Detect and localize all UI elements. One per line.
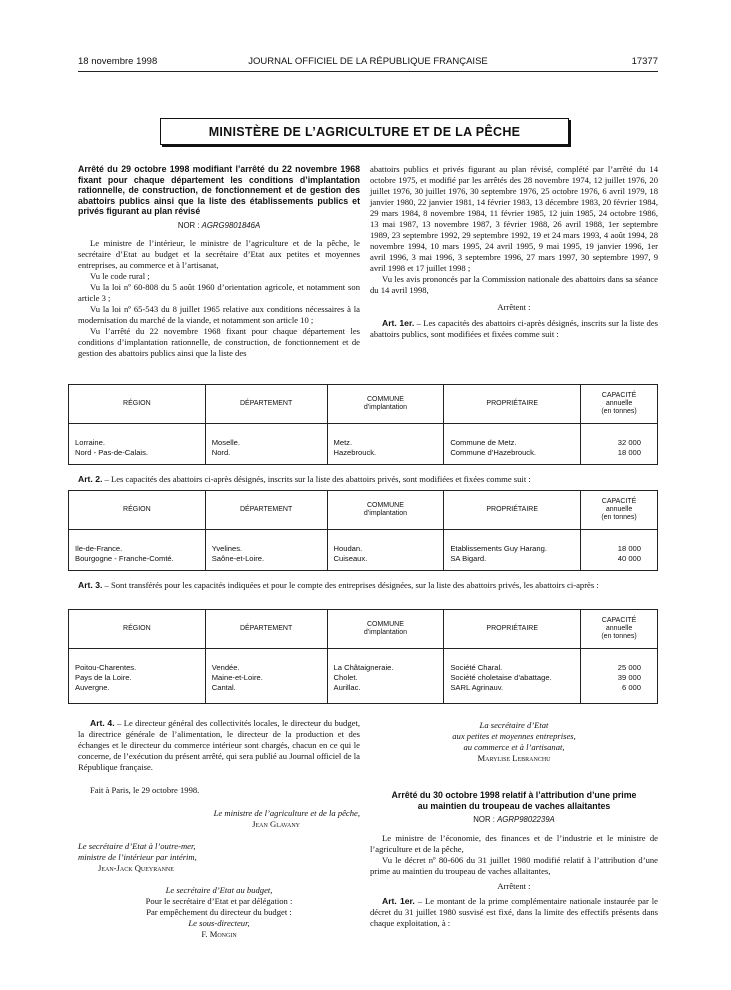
signature-role: Le secrétaire d’Etat à l’outre-mer, bbox=[78, 841, 196, 851]
signature-role: La secrétaire d’Etat bbox=[479, 720, 549, 730]
th-proprietaire: PROPRIÉTAIRE bbox=[444, 491, 581, 530]
cell-owner: SARL Agrinauv. bbox=[450, 683, 504, 692]
decree1-para: Vu l’arrêté du 22 novembre 1968 fixant pour chaque département les conditions d’implantation rationnelle, de construction, de fonctionnement et de gestion des abattoirs publics ainsi que la liste des bbox=[78, 325, 360, 358]
th-commune-l2: d’implantation bbox=[363, 629, 408, 636]
art3-text: – Sont transférés pour les capacités indiquées et pour le compte des entreprises désignées, sur la liste des abattoirs privés, les abattoirs ci-après : bbox=[104, 580, 599, 590]
signature-role: Le secrétaire d’Etat au budget, bbox=[165, 885, 273, 895]
header-page-number: 17377 bbox=[631, 56, 658, 67]
signature-role: aux petites et moyennes entreprises, bbox=[452, 731, 576, 741]
th-region: RÉGION bbox=[69, 385, 206, 424]
decree2-art1-text: – Le montant de la prime complémentaire nationale instaurée par le décret du 31 juillet 1980 susvisé est fixé, dans la limite des effectifs présents dans chaque exploitation, à : bbox=[370, 896, 658, 928]
decree1-para: Vu la loi nº 65-543 du 8 juillet 1965 relative aux conditions nécessaires à la modernisation du marché de la viande, et notamment son article 10 ; bbox=[78, 303, 360, 325]
th-proprietaire: PROPRIÉTAIRE bbox=[444, 610, 581, 649]
cell-capacity: 6 000 bbox=[621, 683, 641, 692]
art2-text: – Les capacités des abattoirs ci-après désignés, inscrits sur la liste des abattoirs privés, sont modifiées et fixées comme suit : bbox=[104, 474, 531, 484]
th-departement: DÉPARTEMENT bbox=[205, 610, 327, 649]
nor-code: AGRP9802239A bbox=[497, 815, 555, 824]
th-cap-l3: (en tonnes) bbox=[601, 514, 637, 521]
cell-commune: Cholet. bbox=[333, 673, 358, 682]
th-commune-l2: d’implantation bbox=[363, 404, 408, 411]
cell-capacity: 40 000 bbox=[617, 554, 641, 563]
cell-dept: Saône-et-Loire. bbox=[211, 554, 265, 563]
signature-role: ministre de l’intérieur par intérim, bbox=[78, 852, 197, 862]
cell-region: Lorraine. bbox=[75, 438, 105, 447]
ministry-heading: MINISTÈRE DE L’AGRICULTURE ET DE LA PÊCHE bbox=[160, 118, 569, 145]
th-cap-l1: CAPACITÉ bbox=[601, 392, 637, 399]
decree2-arretent: Arrêtent : bbox=[497, 881, 531, 891]
th-cap-l1: CAPACITÉ bbox=[601, 617, 637, 624]
cell-region: Pays de la Loire. bbox=[75, 673, 132, 682]
th-departement: DÉPARTEMENT bbox=[205, 385, 327, 424]
th-departement: DÉPARTEMENT bbox=[205, 491, 327, 530]
cell-region: Bourgogne - Franche-Comté. bbox=[75, 554, 174, 563]
th-cap-l2: annuelle bbox=[605, 625, 633, 632]
table-header-row bbox=[69, 491, 658, 530]
decree1-art2 bbox=[78, 474, 658, 485]
th-commune bbox=[327, 491, 444, 530]
nor-code: AGRG9801846A bbox=[201, 220, 261, 230]
cell-commune: La Châtaigneraie. bbox=[333, 663, 394, 672]
th-cap-l3: (en tonnes) bbox=[601, 408, 637, 415]
art4-label: Art. 4. bbox=[90, 718, 115, 728]
signature-role: au commerce et à l’artisanat, bbox=[463, 742, 565, 752]
cell-owner: Commune de Metz. bbox=[450, 438, 517, 447]
th-commune-l1: COMMUNE bbox=[366, 502, 404, 509]
decree1-art1 bbox=[370, 318, 658, 340]
decree2-para: Vu le décret nº 80-606 du 31 juillet 1980 modifié relatif à l’attribution d’une prime au maintien du troupeau de vaches allaitantes, bbox=[370, 855, 658, 876]
cell-dept: Cantal. bbox=[211, 683, 236, 692]
signature-role: Le ministre de l’agriculture et de la pêche, bbox=[213, 808, 360, 818]
th-cap-l2: annuelle bbox=[605, 400, 633, 407]
header-rule bbox=[78, 71, 658, 72]
th-commune bbox=[327, 385, 444, 424]
cell-capacity: 25 000 bbox=[617, 663, 641, 672]
cell-commune: Metz. bbox=[333, 438, 353, 447]
decree1-para: Vu le code rural ; bbox=[90, 270, 150, 281]
decree1-left-column bbox=[78, 164, 360, 359]
signature-name: F. Mongin bbox=[201, 929, 237, 939]
th-commune bbox=[327, 610, 444, 649]
th-capacite bbox=[581, 491, 658, 530]
table-public-abattoirs bbox=[68, 384, 658, 465]
th-cap-l1: CAPACITÉ bbox=[601, 498, 637, 505]
th-capacite bbox=[581, 385, 658, 424]
cell-dept: Maine-et-Loire. bbox=[211, 673, 263, 682]
table-row bbox=[69, 530, 658, 571]
decree1-title: Arrêté du 29 octobre 1998 modifiant l’arrêté du 22 novembre 1968 fixant pour chaque département les conditions d’implantation rationnelle, de construction, de fonctionnement et de gestion des abattoirs publics ainsi que la liste des établissements publics et privés figurant au plan révisé bbox=[78, 164, 360, 216]
signature-line: Le sous-directeur, bbox=[188, 918, 250, 928]
cell-commune: Hazebrouck. bbox=[333, 448, 377, 457]
cell-dept: Yvelines. bbox=[211, 544, 243, 553]
signature-name: Jean-Jack Queyranne bbox=[98, 863, 174, 873]
cell-region: Auvergne. bbox=[75, 683, 110, 692]
th-region: RÉGION bbox=[69, 610, 206, 649]
cell-commune: Aurillac. bbox=[333, 683, 361, 692]
decree1-nor bbox=[78, 220, 360, 231]
table-private-abattoirs bbox=[68, 490, 658, 571]
th-proprietaire: PROPRIÉTAIRE bbox=[444, 385, 581, 424]
decree2-title: Arrêté du 30 octobre 1998 relatif à l’attribution d’une prime au maintien du troupeau de vaches allaitantes bbox=[391, 790, 637, 811]
decree2-column bbox=[370, 720, 658, 929]
decree1-para-cont: abattoirs publics et privés figurant au plan révisé, complété par l’arrêté du 14 octobre 1975, et modifié par les arrêtés des 28 novembre 1974, 12 juillet 1976, 20 juillet 1976, 30 juillet 1976, 30 septembre 1976, 25 octobre 1976, 6 avril 1979, 18 janvier 1980, 22 janvier 1981, 14 février 1983, 13 décembre 1983, 20 février 1984, 29 mars 1984, 8 novembre 1984, 11 février 1985, 12 juin 1985, 24 octobre 1986, 13 mai 1987, 13 novembre 1987, 3 février 1988, 26 avril 1988, 1er septembre 1989, 23 septembre 1992, 29 septembre 1992, 19 et 24 mars 1993, 4 août 1994, 28 novembre 1994, 10 mars 1995, 24 avril 1995, 9 mai 1995, 19 janvier 1996, 1er avril 1996, 3 mai 1996, 3 septembre 1996, 27 mars 1997, 30 septembre 1997, 9 avril 1998 et 17 juillet 1998 ; bbox=[370, 164, 658, 273]
decree2-para: Le ministre de l’économie, des finances et de l’industrie et le ministre de l’agriculture et de la pêche, bbox=[370, 833, 658, 854]
decree1-arretent: Arrêtent : bbox=[497, 302, 531, 312]
art4-text: – Le directeur général des collectivités locales, le directeur du budget, la directrice générale de l’alimentation, le directeur de la production et des échanges et le directeur du commerce intérieur sont chargés, chacun en ce qui le concerne, de l’exécution du présent arrêté, qui sera publié au Journal officiel de la République française. bbox=[78, 718, 360, 772]
decree1-art3 bbox=[78, 580, 658, 591]
decree2-nor bbox=[370, 814, 658, 825]
decree2-art1-label: Art. 1er. bbox=[382, 896, 415, 906]
cell-capacity: 18 000 bbox=[617, 544, 641, 553]
header-date: 18 novembre 1998 bbox=[78, 56, 158, 67]
nor-label: NOR : bbox=[473, 815, 495, 824]
cell-dept: Vendée. bbox=[211, 663, 240, 672]
art3-label: Art. 3. bbox=[78, 580, 103, 590]
signature-line: Par empêchement du directeur du budget : bbox=[146, 907, 292, 917]
th-capacite bbox=[581, 610, 658, 649]
nor-label: NOR : bbox=[177, 220, 200, 230]
decree1-fait: Fait à Paris, le 29 octobre 1998. bbox=[90, 785, 200, 795]
cell-owner: Commune d’Hazebrouck. bbox=[450, 448, 537, 457]
cell-owner: Société choletaise d’abattage. bbox=[450, 673, 552, 682]
decree1-art4 bbox=[78, 718, 360, 773]
cell-region: Ile-de-France. bbox=[75, 544, 123, 553]
table-row bbox=[69, 424, 658, 465]
cell-capacity: 18 000 bbox=[617, 448, 641, 457]
table-transferred-abattoirs bbox=[68, 609, 658, 704]
table-row bbox=[69, 649, 658, 704]
decree1-para: Le ministre de l’intérieur, le ministre de l’agriculture et de la pêche, le secrétaire d’Etat au budget et la secrétaire d’Etat aux petites et moyennes entreprises, au commerce et à l’artisanat, bbox=[78, 237, 360, 270]
cell-dept: Moselle. bbox=[211, 438, 240, 447]
art1-label: Art. 1er. bbox=[382, 318, 415, 328]
th-commune-l2: d’implantation bbox=[363, 510, 408, 517]
th-commune-l1: COMMUNE bbox=[366, 621, 404, 628]
cell-owner: Société Charal. bbox=[450, 663, 503, 672]
decree1-closing-column bbox=[78, 718, 360, 940]
table-header-row bbox=[69, 385, 658, 424]
signature-name: Jean Glavany bbox=[252, 819, 300, 829]
cell-dept: Nord. bbox=[211, 448, 231, 457]
cell-owner: Etablissements Guy Harang. bbox=[450, 544, 547, 553]
decree1-para: Vu les avis prononcés par la Commission nationale des abattoirs dans sa séance du 14 avril 1998, bbox=[370, 274, 658, 295]
decree1-right-column bbox=[370, 164, 658, 340]
art2-label: Art. 2. bbox=[78, 474, 103, 484]
th-region: RÉGION bbox=[69, 491, 206, 530]
cell-capacity: 39 000 bbox=[617, 673, 641, 682]
decree1-para: Vu la loi nº 60-808 du 5 août 1960 d’orientation agricole, et notamment son article 3 ; bbox=[78, 281, 360, 303]
cell-commune: Cuiseaux. bbox=[333, 554, 368, 563]
page-header bbox=[78, 56, 658, 70]
cell-capacity: 32 000 bbox=[617, 438, 641, 447]
decree2-art1 bbox=[370, 896, 658, 929]
signature-name: Marylise Lebranchu bbox=[477, 753, 551, 763]
th-cap-l2: annuelle bbox=[605, 506, 633, 513]
signature-line: Pour le secrétaire d’Etat et par délégation : bbox=[145, 896, 293, 906]
cell-commune: Houdan. bbox=[333, 544, 363, 553]
th-cap-l3: (en tonnes) bbox=[601, 633, 637, 640]
cell-owner: SA Bigard. bbox=[450, 554, 487, 563]
th-commune-l1: COMMUNE bbox=[366, 396, 404, 403]
art1-text: – Les capacités des abattoirs ci-après désignés, inscrits sur la liste des abattoirs publics, sont modifiées et fixées comme suit : bbox=[370, 318, 658, 339]
table-header-row bbox=[69, 610, 658, 649]
cell-region: Nord - Pas-de-Calais. bbox=[75, 448, 149, 457]
cell-region: Poitou-Charentes. bbox=[75, 663, 137, 672]
header-journal-title: JOURNAL OFFICIEL DE LA RÉPUBLIQUE FRANÇAISE bbox=[248, 56, 488, 67]
